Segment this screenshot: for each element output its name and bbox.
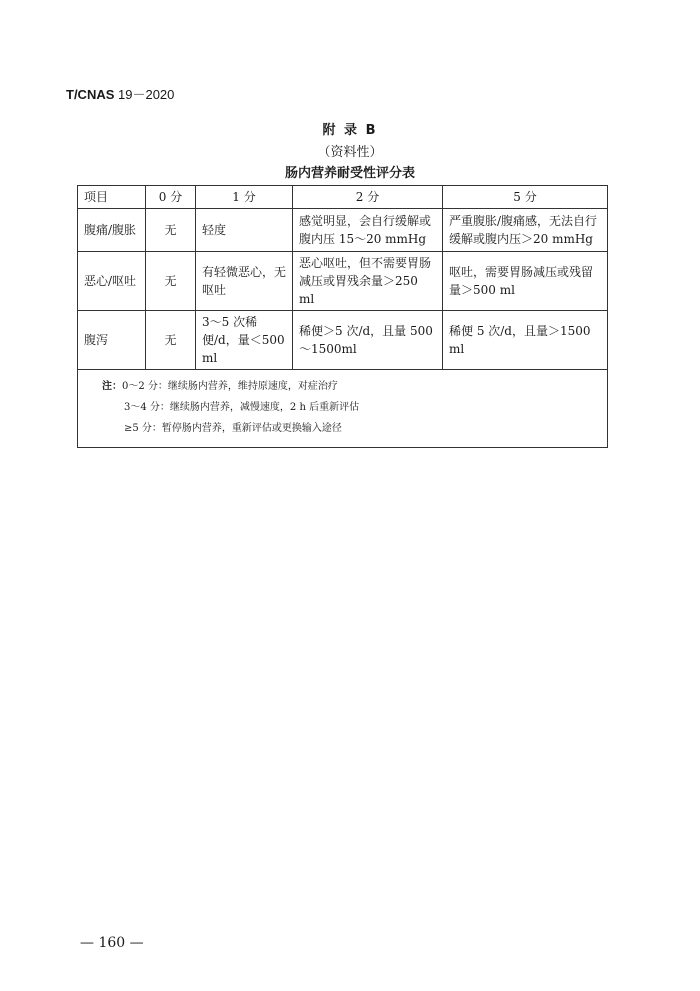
appendix-nature: （资料性） xyxy=(317,145,383,160)
row-item: 腹痛/腹胀 xyxy=(78,209,146,252)
row-score-2: 恶心呕吐，但不需要胃肠减压或胃残余量＞250 ml xyxy=(293,252,443,311)
header-score-2: 2 分 xyxy=(293,186,443,209)
header-score-0: 0 分 xyxy=(146,186,196,209)
table-row xyxy=(78,311,608,370)
row-item: 腹泻 xyxy=(78,311,146,370)
table-title: 肠内营养耐受性评分表 xyxy=(284,166,415,181)
row-score-2: 感觉明显，会自行缓解或腹内压 15～20 mmHg xyxy=(293,209,443,252)
standard-code xyxy=(66,84,174,103)
standard-prefix: T/CNAS xyxy=(66,87,115,102)
header-item: 项目 xyxy=(78,186,146,209)
table-note-row xyxy=(78,370,608,448)
table-row xyxy=(78,252,608,311)
note-text: 0～2 分：继续肠内营养，维持原速度，对症治疗 xyxy=(122,381,338,392)
tolerance-score-table xyxy=(77,185,608,448)
row-score-1: 有轻微恶心，无呕吐 xyxy=(196,252,293,311)
row-score-5: 稀便 5 次/d，且量＞1500 ml xyxy=(443,311,608,370)
page-number: — 160 — xyxy=(80,935,144,951)
row-score-5: 严重腹胀/腹痛感，无法自行缓解或腹内压＞20 mmHg xyxy=(443,209,608,252)
note-label: 注： xyxy=(102,381,122,392)
table-row xyxy=(78,209,608,252)
row-score-0: 无 xyxy=(146,311,196,370)
note-line: 3～4 分：继续肠内营养，减慢速度，2 h 后重新评估 xyxy=(124,402,360,413)
row-score-1: 轻度 xyxy=(196,209,293,252)
note-line xyxy=(102,376,599,397)
header-score-5: 5 分 xyxy=(443,186,608,209)
row-score-1: 3～5 次稀便/d，量＜500 ml xyxy=(196,311,293,370)
row-score-5: 呕吐，需要胃肠减压或残留量＞500 ml xyxy=(443,252,608,311)
standard-year: 19－2020 xyxy=(114,87,175,102)
row-score-0: 无 xyxy=(146,209,196,252)
appendix-title: 附 录 B xyxy=(322,123,378,138)
table-header-row xyxy=(78,186,608,209)
row-item: 恶心/呕吐 xyxy=(78,252,146,311)
header-score-1: 1 分 xyxy=(196,186,293,209)
row-score-0: 无 xyxy=(146,252,196,311)
row-score-2: 稀便＞5 次/d，且量 500～1500ml xyxy=(293,311,443,370)
table-note xyxy=(78,370,608,448)
note-line: ≥5 分：暂停肠内营养，重新评估或更换输入途径 xyxy=(124,423,342,434)
